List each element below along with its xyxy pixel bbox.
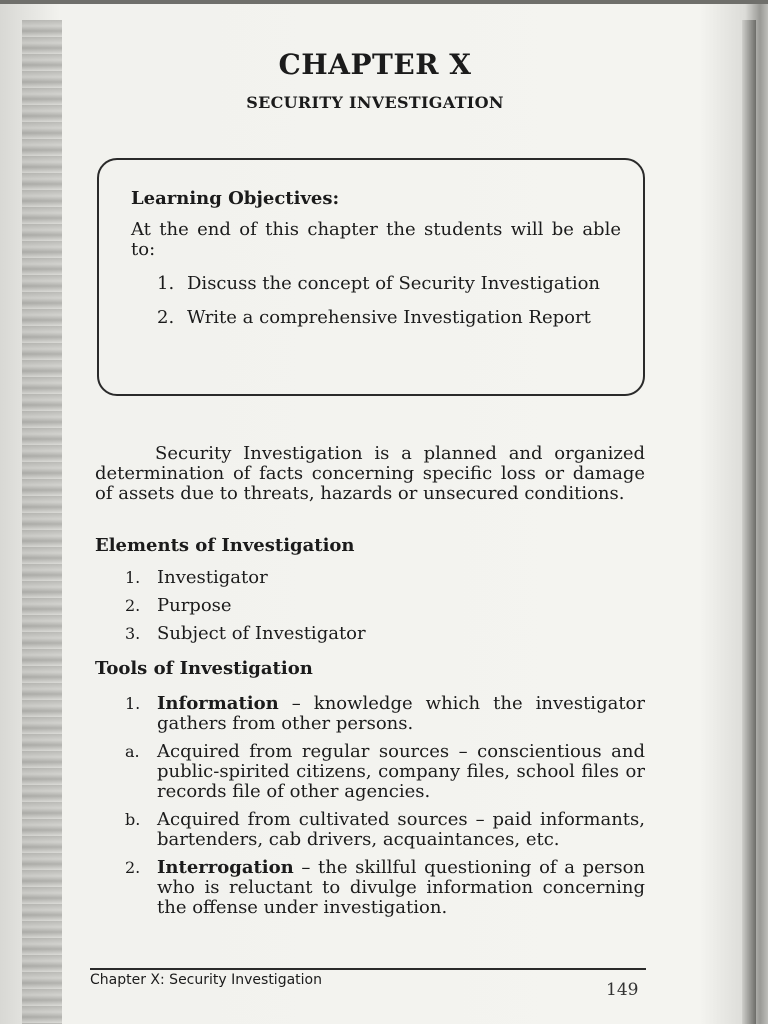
- elements-list: [125, 568, 645, 652]
- objective-number: 1.: [157, 273, 175, 294]
- list-item: [125, 742, 645, 802]
- list-item: [125, 694, 645, 734]
- list-term: Information: [157, 693, 279, 714]
- learning-objectives-box: [97, 158, 645, 396]
- objectives-heading: Learning Objectives:: [131, 188, 340, 209]
- list-number: a.: [125, 742, 140, 761]
- list-text: Purpose: [157, 595, 232, 616]
- list-description: – the skillful questioning of a person who is reluctant to divulge information concerning the offense under investigation.: [157, 857, 645, 918]
- list-text: Acquired from cultivated sources – paid informants, bartenders, cab drivers, acquaintances, etc.: [157, 809, 645, 850]
- list-text: Acquired from regular sources – conscientious and public-spirited citizens, company files, school files or records file of other agencies.: [157, 741, 645, 802]
- list-number: 1.: [125, 694, 141, 713]
- list-number: b.: [125, 810, 141, 829]
- chapter-title: CHAPTER X: [278, 48, 472, 81]
- tools-heading: Tools of Investigation: [95, 658, 313, 679]
- book-spine-shadow: [22, 20, 62, 1024]
- list-term: Interrogation: [157, 857, 294, 878]
- objective-item: [157, 308, 617, 328]
- list-number: 3.: [125, 624, 141, 643]
- list-description: – knowledge which the investigator gathers from other persons.: [157, 693, 645, 734]
- chapter-subtitle: SECURITY INVESTIGATION: [246, 93, 504, 112]
- page-edge-shadow: [742, 20, 756, 1024]
- list-number: 1.: [125, 568, 141, 587]
- list-item: [125, 596, 645, 616]
- footer-divider: [90, 968, 646, 970]
- objectives-intro: At the end of this chapter the students will be able to:: [131, 219, 621, 260]
- elements-heading: Elements of Investigation: [95, 535, 355, 556]
- list-number: 2.: [125, 596, 141, 615]
- list-text: [157, 858, 645, 918]
- list-text: [157, 694, 645, 734]
- list-item: [125, 810, 645, 850]
- list-number: 2.: [125, 858, 141, 877]
- objectives-list: [157, 274, 617, 342]
- list-item: [125, 858, 645, 918]
- list-text: Investigator: [157, 567, 268, 588]
- list-text: Subject of Investigator: [157, 623, 366, 644]
- top-border: [0, 0, 768, 4]
- objective-text: Write a comprehensive Investigation Report: [187, 307, 591, 328]
- objective-number: 2.: [157, 307, 175, 328]
- intro-paragraph: Security Investigation is a planned and organized determination of facts concerning specific loss or damage of assets due to threats, hazards or unsecured conditions.: [95, 443, 645, 504]
- list-item: [125, 568, 645, 588]
- objective-item: [157, 274, 617, 294]
- objective-text: Discuss the concept of Security Investigation: [187, 273, 601, 294]
- list-item: [125, 624, 645, 644]
- page-number: 149: [606, 980, 639, 1000]
- footer-chapter-label: Chapter X: Security Investigation: [90, 972, 322, 988]
- tools-list: [125, 694, 645, 926]
